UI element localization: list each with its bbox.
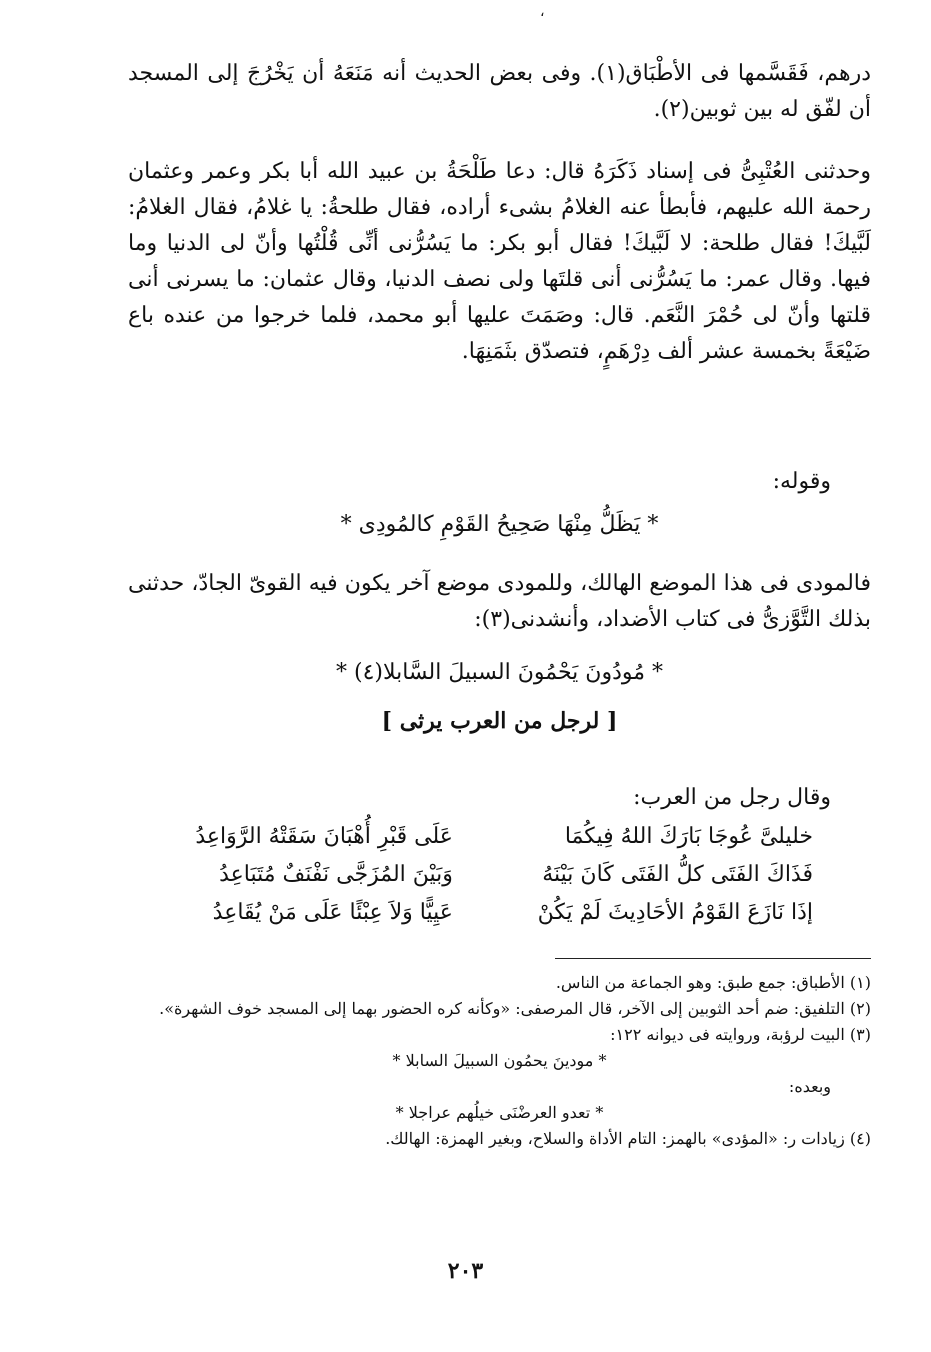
paragraph-3: وقوله: [772,469,831,494]
footnote-divider [555,958,871,959]
poem [170,818,813,932]
verse-line-1: * يَظَلُّ مِنْهَا صَحِيحُ القَوْمِ كالمُودِى * [340,512,659,537]
footnote-3-after: وبعده: [788,1077,831,1096]
footnote-2: (٢) التلفيق: ضم أحد الثوبين إلى الآخر، قال المرصفى: «وكأنه كره الحضور بهما إلى المسجد خوف الشهرة». [159,999,871,1018]
poem-line [170,894,813,932]
top-mark: ، [540,4,545,20]
poem-second-hemistich: عَلَى قَبْرِ أُهْبَانَ سَقَتْهُ الرَّوَاعِدُ [195,824,453,849]
paragraph-1: درهم، فَقَسَّمها فى الأطْبَاق(١). وفى بعض الحديث أنه مَنَعَهُ أن يَخْرُجَ إلى المسجد أن لفّق له بين ثوبين(٢). [128,61,871,122]
footnote-3-verse-1: * مودينَ يحمُون السبيلَ السابلا * [392,1051,607,1070]
footnote-1: (١) الأطباق: جمع طبق: وهو الجماعة من الناس. [555,973,871,992]
paragraph-2: وحدثنى العُتْبِىُّ فى إسناد ذَكَرَهُ قال: دعا طَلْحَةُ بن عبيد الله أبا بكر وعمر وعثمان رحمة الله عليهم، فأبطأ عنه الغلامُ بشىء أراده، فقال طلحةُ: يا غلامُ، فقال الغلامُ: لَبَّيكَ! فقال طلحة: لا لَبَّيكَ! فقال أبو بكر: ما يَسُرُّنى أنِّى قُلْتُها وأنّ لى الدنيا وما فيها. وقال عمر: ما يَسُرُّنى أنى قلتَها ولى نصف الدنيا، وقال عثمان: ما يسرنى أنى قلتها وأنّ لى حُمْرَ النَّعَم. قال: وصَمَتَ عليها أبو محمد، فلما خرجوا من عنده باع ضَيْعَةً بخمسة عشر ألف دِرْهَمٍ، فتصدّق بثَمَنِهَا. [128,159,871,364]
poem-line [170,818,813,856]
footnote-3-verse-2: * تعدو العرضْنَى خيلُهم عراجلا * [395,1103,604,1122]
poem-first-hemistich: إذَا نَازَعَ القَوْمُ الأحَادِيثَ لَمْ يَكُنْ [537,900,813,925]
poem-second-hemistich: عَيِيًّا وَلاَ عِبْئًا عَلَى مَنْ يُقَاعِدُ [212,900,453,925]
section-heading: [ لرجل من العرب يرثى ] [381,708,618,734]
poem-line [170,856,813,894]
footnote-3: (٣) البيت لرؤبة، وروايته فى ديوانه ١٢٢: [610,1025,871,1044]
poem-second-hemistich: وَبَيْنَ المُزَجَّى نَفْنَفٌ مُتَبَاعِدُ [219,862,453,887]
poem-first-hemistich: فَذَاكَ الفَتَى كلُّ الفَتَى كَانَ بَيْنَهُ [542,862,813,887]
paragraph-4: فالمودى فى هذا الموضع الهالك، وللمودى موضع آخر يكون فيه القوىّ الجادّ، حدثنى بذلك التَّوَّزىُّ فى كتاب الأضداد، وأنشدنى(٣): [128,571,871,632]
footnotes [128,970,871,1152]
paragraph-5: وقال رجل من العرب: [633,785,831,810]
verse-line-2: * مُودُونَ يَحْمُونَ السبيلَ السَّابلا(٤) * [335,660,664,685]
poem-first-hemistich: خليلىَّ عُوجَا بَارَكَ اللهُ فِيكُمَا [564,824,813,849]
footnote-4: (٤) زيادات ر: «المؤدى» بالهمز: التام الأداة والسلاح، وبغير الهمزة: الهالك. [385,1129,871,1148]
page-number: ٢٠٣ [447,1258,484,1284]
